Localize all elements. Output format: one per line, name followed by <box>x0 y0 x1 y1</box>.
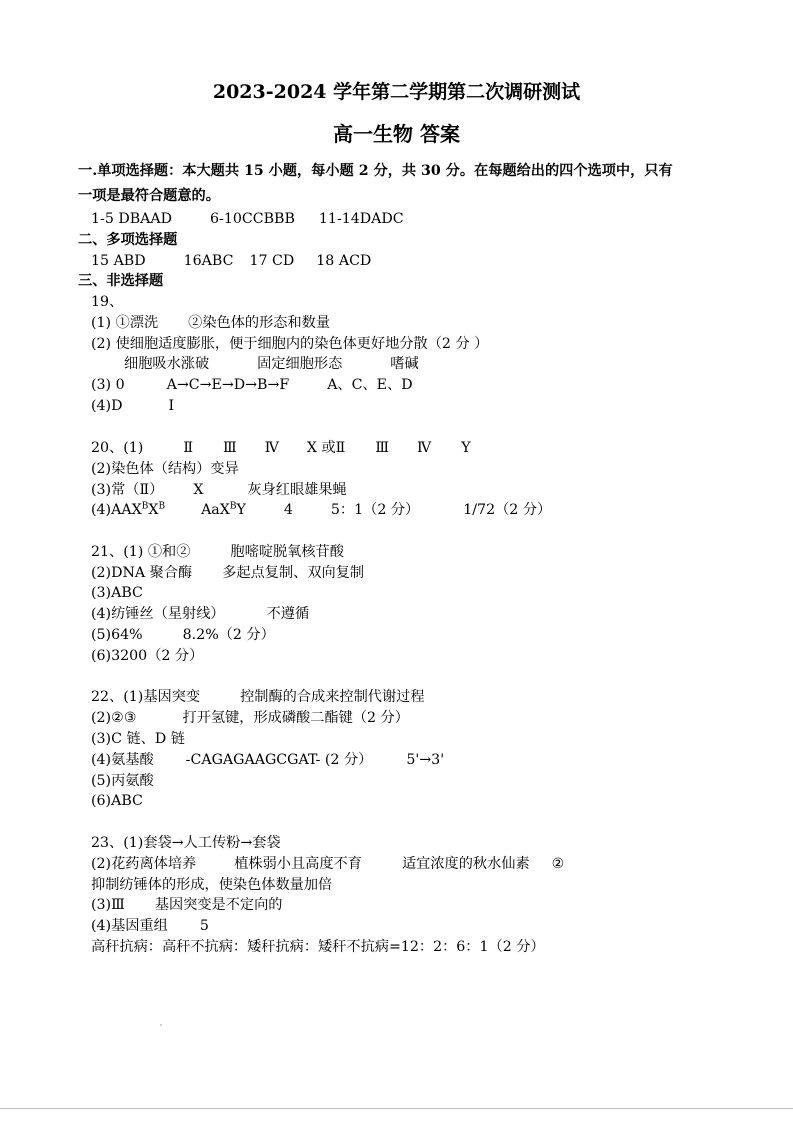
q22-part3: (3)C 链、D 链 <box>91 731 185 747</box>
q20-part1 <box>91 438 471 458</box>
q21-5a: (5)64% <box>91 627 143 643</box>
q23-4a: (4)基因重组 <box>91 918 168 934</box>
answer-15: 15 ABD <box>91 253 146 269</box>
q19-part2: (2) 使细胞适度膨胀，便于细胞内的染色体更好地分散（2 分 ） <box>91 336 489 352</box>
q22-1a: 22、(1)基因突变 <box>91 689 201 705</box>
q20-1c: Ⅳ <box>264 440 279 456</box>
q21-part4 <box>91 604 309 624</box>
q20-4e: 1/72（2 分） <box>463 502 552 518</box>
q20-3c: 灰身红眼雄果蝇 <box>247 482 347 498</box>
q20-1b: Ⅲ <box>223 440 237 456</box>
section3-header: 三、非选择题 <box>78 273 164 289</box>
q23-2d: ② <box>551 856 565 872</box>
q20-1e: Ⅲ <box>375 440 390 456</box>
q20-1d: X 或Ⅱ <box>306 440 346 456</box>
q19-4a: (4)D <box>91 398 123 414</box>
q23-3a: (3)Ⅲ <box>91 897 125 913</box>
q19-2a: 细胞吸水涨破 <box>124 356 210 372</box>
q21-part1 <box>91 542 344 562</box>
answer-1-5: 1-5 DBAAD <box>91 211 173 227</box>
q22-part5: (5)丙氨酸 <box>91 773 154 789</box>
q23-2c: 适宜浓度的秋水仙素 <box>401 856 530 872</box>
q23-part1: 23、(1)套袋→人工传粉→套袋 <box>91 835 281 851</box>
q21-5b: 8.2%（2 分） <box>182 627 275 643</box>
q22-2a: (2)②③ <box>91 710 137 726</box>
q19-4b: I <box>168 398 175 414</box>
q21-4b: 不遵循 <box>266 606 310 622</box>
q20-1f: Ⅳ <box>417 440 432 456</box>
q19-number: 19、 <box>91 294 124 310</box>
q23-ratio: 高秆抗病：高秆不抗病：矮秆抗病：矮秆不抗病=12：2：6：1（2 分） <box>91 939 545 955</box>
q20-3b: X <box>193 482 204 498</box>
answer-18: 18 ACD <box>316 253 372 269</box>
q19-part3 <box>91 375 413 395</box>
q22-1b: 控制酶的合成来控制代谢过程 <box>240 689 425 705</box>
q23-part3 <box>91 895 282 915</box>
q20-4d: 5：1（2 分） <box>330 502 420 518</box>
q19-1b: ②染色体的形态和数量 <box>188 315 331 331</box>
q23-part2 <box>91 854 564 874</box>
section1-header-line2: 一项是最符合题意的。 <box>78 188 220 204</box>
q21-part3: (3)ABC <box>91 585 143 601</box>
section1-header-line1: 一.单项选择题：本大题共 15 小题，每小题 2 分，共 30 分。在每题给出的四个选项中，只有 <box>78 163 673 179</box>
q20-part2: (2)染色体（结构）变异 <box>91 461 239 477</box>
q21-part6: (6)3200（2 分） <box>91 648 204 664</box>
scan-speck <box>160 1024 162 1026</box>
q22-part2 <box>91 708 409 728</box>
q21-1b: 胞嘧啶脱氧核苷酸 <box>230 544 344 560</box>
q22-part4 <box>91 750 444 770</box>
q19-3a: (3) 0 <box>91 377 125 393</box>
q22-4a: (4)氨基酸 <box>91 752 154 768</box>
q19-1a: (1) ①漂洗 <box>91 315 159 331</box>
q22-4c: 5'→3' <box>406 752 445 768</box>
page-subtitle: 高一生物 答案 <box>333 122 460 146</box>
q19-part2-answers <box>124 354 419 374</box>
q21-4a: (4)纺锤丝（星射线） <box>91 606 225 622</box>
section1-answers <box>91 209 404 229</box>
q22-2b: 打开氢键，形成磷酸二酯键（2 分） <box>182 710 409 726</box>
q23-part4 <box>91 916 209 936</box>
page-title: 2023-2024 学年第二学期第二次调研测试 <box>212 81 581 103</box>
q22-4b: -CAGAGAAGCGAT- (2 分） <box>185 752 373 768</box>
q22-part6: (6)ABC <box>91 793 143 809</box>
q20-1a: Ⅱ <box>183 440 193 456</box>
q22-part1 <box>91 687 425 707</box>
q21-part5 <box>91 625 275 645</box>
footer-divider <box>0 1108 793 1109</box>
q23-part2-cont: 抑制纺锤体的形成，使染色体数量加倍 <box>91 877 333 893</box>
q20-part4 <box>91 500 551 520</box>
q20-3a: (3)常（Ⅱ） <box>91 482 164 498</box>
q19-part1 <box>91 313 330 333</box>
q19-2b: 固定细胞形态 <box>257 356 343 372</box>
answer-17: 17 CD <box>249 253 295 269</box>
q20-1g: Y <box>461 440 471 456</box>
answer-6-10: 6-10CCBBB <box>210 211 295 227</box>
q23-2a: (2)花药离体培养 <box>91 856 197 872</box>
q21-2b: 多起点复制、双向复制 <box>222 565 365 581</box>
section2-header: 二、多项选择题 <box>78 232 178 248</box>
q20-1-label: 20、(1) <box>91 440 144 456</box>
q19-part4 <box>91 396 174 416</box>
q19-3b: A→C→E→D→B→F <box>166 377 290 393</box>
q21-1a: 21、(1) ①和② <box>91 544 191 560</box>
q20-part3 <box>91 480 347 500</box>
q20-4c: 4 <box>283 502 293 518</box>
answer-16: 16ABC <box>183 253 234 269</box>
q23-4b: 5 <box>199 918 209 934</box>
q23-2b: 植株弱小且高度不育 <box>234 856 362 872</box>
q21-part2 <box>91 563 364 583</box>
q19-3c: A、C、E、D <box>327 377 413 393</box>
q21-2a: (2)DNA 聚合酶 <box>91 565 193 581</box>
q20-4b: AaX$^B$Y <box>201 501 246 518</box>
answer-11-14: 11-14DADC <box>318 211 404 227</box>
section2-answers <box>91 251 371 271</box>
q20-4a: $(4)AAX^BX^B$ <box>91 501 166 518</box>
q19-2c: 嗜碱 <box>390 356 419 372</box>
q23-3b: 基因突变是不定向的 <box>154 897 283 913</box>
